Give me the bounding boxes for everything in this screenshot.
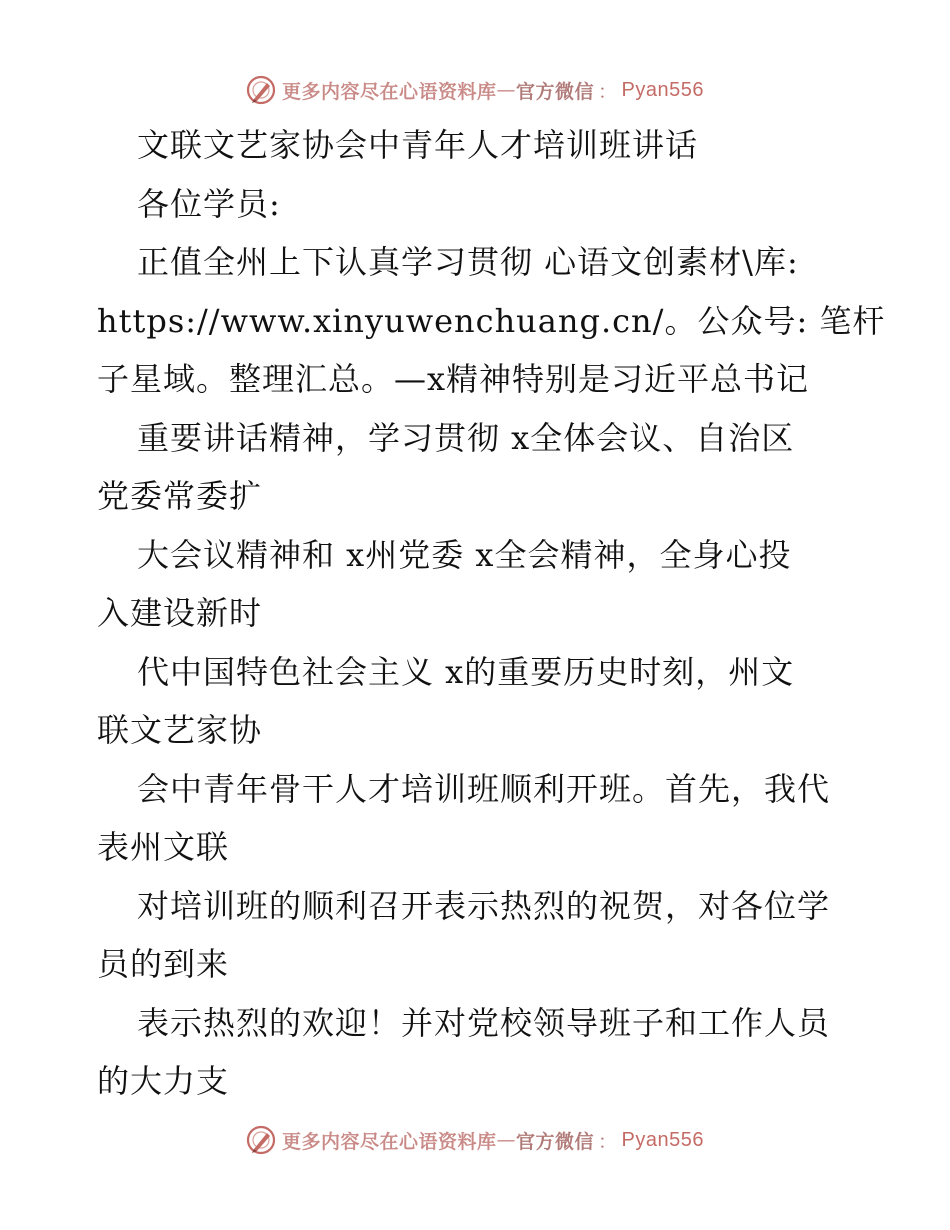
header-banner bbox=[0, 70, 950, 110]
banner-wechat-label: 官方微信 bbox=[516, 1130, 595, 1153]
paragraph-line: 入建设新时 bbox=[97, 594, 263, 632]
paragraph-line: 正值全州上下认真学习贯彻 心语文创素材\库: bbox=[137, 243, 799, 281]
banner-handle: Pyan556 bbox=[621, 78, 704, 101]
banner-handle: Pyan556 bbox=[621, 1128, 704, 1151]
paragraph-line: https://www.xinyuwenchuang.cn/。公众号: 笔杆 bbox=[97, 301, 886, 340]
paragraph-line: 员的到来 bbox=[97, 945, 230, 983]
banner-dash: — bbox=[496, 1129, 516, 1151]
salutation: 各位学员: bbox=[137, 184, 281, 223]
banner-slogan: 更多内容尽在心语资料库 bbox=[281, 1130, 497, 1153]
banner-separator: ： bbox=[598, 1130, 618, 1153]
document-title: 文联文艺家协会中青年人才培训班讲话 bbox=[137, 126, 699, 164]
footer-banner bbox=[0, 1120, 950, 1160]
paragraph-line: 大会议精神和 x州党委 x全会精神，全身心投 bbox=[137, 535, 792, 574]
paragraph-line: 子星域。整理汇总。—x精神特别是习近平总书记 bbox=[97, 360, 810, 398]
pen-logo-icon bbox=[246, 75, 276, 105]
paragraph-line: 代中国特色社会主义 x的重要历史时刻，州文 bbox=[137, 652, 795, 691]
paragraph-line: 表州文联 bbox=[97, 828, 230, 866]
banner-wechat-label: 官方微信 bbox=[516, 80, 595, 103]
banner-separator: ： bbox=[598, 80, 618, 103]
paragraph-line: 联文艺家协 bbox=[97, 711, 263, 749]
banner-slogan: 更多内容尽在心语资料库 bbox=[281, 80, 497, 103]
paragraph-line: 对培训班的顺利召开表示热烈的祝贺，对各位学 bbox=[137, 886, 831, 925]
paragraph-line: 党委常委扩 bbox=[97, 477, 263, 515]
pen-logo-icon bbox=[246, 1125, 276, 1155]
paragraph-line: 表示热烈的欢迎！并对党校领导班子和工作人员 bbox=[137, 1003, 831, 1042]
banner-dash: — bbox=[496, 79, 516, 101]
paragraph-line: 的大力支 bbox=[97, 1062, 230, 1100]
document-body bbox=[97, 116, 886, 1111]
paragraph-line: 会中青年骨干人才培训班顺利开班。首先，我代 bbox=[137, 769, 831, 808]
paragraph-line: 重要讲话精神，学习贯彻 x全体会议、自治区 bbox=[137, 418, 795, 457]
